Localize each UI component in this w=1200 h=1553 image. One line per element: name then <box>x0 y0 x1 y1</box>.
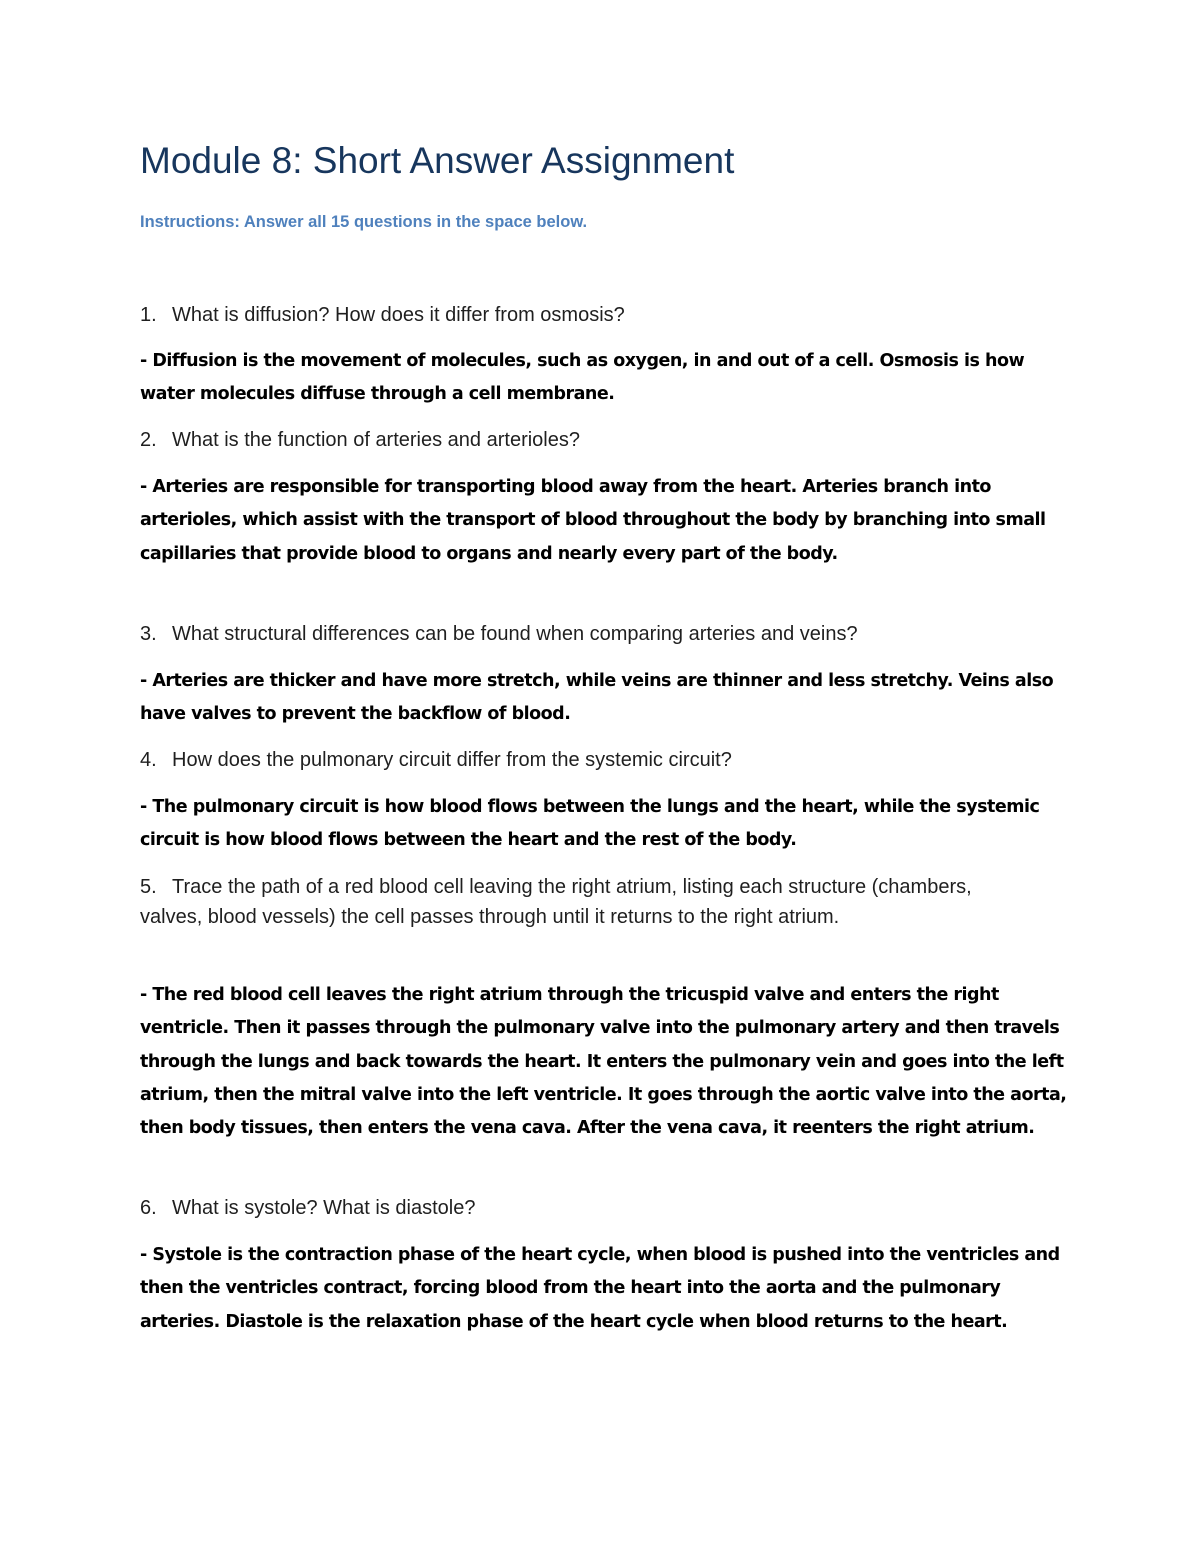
question-number: 2. <box>140 429 157 451</box>
question-text: What is systole? What is diastole? <box>172 1197 476 1219</box>
question-number: 3. <box>140 623 157 645</box>
answer-4: - The pulmonary circuit is how blood flows between the lungs and the heart, while the systemic circuit is how blood flows between the heart and the rest of the body. <box>140 797 1040 851</box>
answer-6: - Systole is the contraction phase of the heart cycle, when blood is pushed into the ventricles and then the ventricles contract, forcing blood from the heart into the aorta and the pulmonary arteries. Diastole is the relaxation phase of the heart cycle when blood returns to the heart. <box>140 1245 1060 1332</box>
question-4 <box>140 745 1030 775</box>
answer-1: - Diffusion is the movement of molecules, such as oxygen, in and out of a cell. Osmosis is how water molecules diffuse through a cell membrane. <box>140 351 1025 405</box>
answer-2: - Arteries are responsible for transporting blood away from the heart. Arteries branch into arterioles, which assist with the transport of blood throughout the body by branching into small capillaries that provide blood to organs and nearly every part of the body. <box>140 477 1046 564</box>
answer-3: - Arteries are thicker and have more stretch, while veins are thinner and less stretchy. Veins also have valves to prevent the backflow of blood. <box>140 671 1054 725</box>
question-text: Trace the path of a red blood cell leaving the right atrium, listing each structure (chambers, valves, blood vessels) the cell passes through until it returns to the right atrium. <box>140 876 972 928</box>
question-text: What is diffusion? How does it differ from osmosis? <box>172 304 625 326</box>
question-5 <box>140 872 1030 932</box>
question-text: What is the function of arteries and arterioles? <box>172 429 580 451</box>
instructions-text: Instructions: Answer all 15 questions in the space below. <box>140 213 588 231</box>
question-3 <box>140 619 1030 649</box>
question-number: 6. <box>140 1197 157 1219</box>
question-2 <box>140 425 1030 455</box>
question-6 <box>140 1193 1030 1223</box>
question-text: How does the pulmonary circuit differ from the systemic circuit? <box>172 749 732 771</box>
question-text: What structural differences can be found when comparing arteries and veins? <box>172 623 858 645</box>
question-1 <box>140 300 1030 330</box>
question-number: 5. <box>140 876 157 898</box>
question-number: 1. <box>140 304 157 326</box>
question-number: 4. <box>140 749 157 771</box>
document-title: Module 8: Short Answer Assignment <box>140 140 735 181</box>
answer-5: - The red blood cell leaves the right atrium through the tricuspid valve and enters the right ventricle. Then it passes through the pulmonary valve into the pulmonary artery and then travels through the lungs and back towards the heart. It enters the pulmonary vein and goes into the left atrium, then the mitral valve into the left ventricle. It goes through the aortic valve into the aorta, then body tissues, then enters the vena cava. After the vena cava, it reenters the right atrium. <box>140 985 1067 1139</box>
